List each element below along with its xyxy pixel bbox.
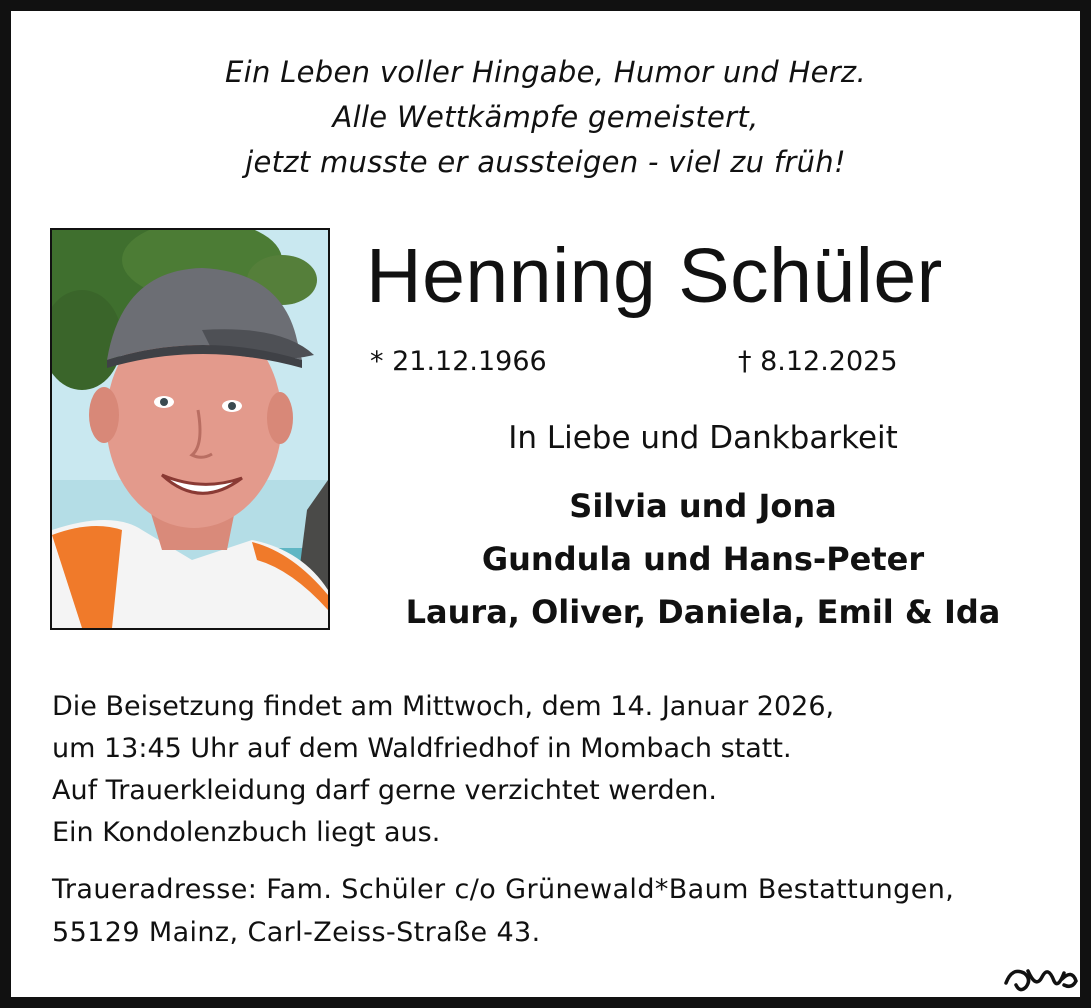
- funeral-line-2: um 13:45 Uhr auf dem Waldfriedhof in Mombach statt.: [52, 733, 792, 764]
- address-line-2: 55129 Mainz, Carl-Zeiss-Straße 43.: [52, 917, 541, 948]
- motto-line-1: Ein Leben voller Hingabe, Humor und Herz.: [225, 55, 866, 89]
- portrait-photo: [50, 228, 330, 630]
- mourners-line-2: Gundula und Hans-Peter: [481, 540, 925, 578]
- mourners-list: [366, 480, 1040, 639]
- motto-line-2: Alle Wettkämpfe gemeistert,: [332, 100, 759, 134]
- death-date: † 8.12.2025: [738, 346, 898, 377]
- mourners-intro: In Liebe und Dankbarkeit: [508, 420, 898, 456]
- birth-date: * 21.12.1966: [370, 346, 547, 377]
- funeral-line-3: Auf Trauerkleidung darf gerne verzichtet werden.: [52, 775, 718, 806]
- funeral-details: [52, 686, 1052, 854]
- funeral-line-4: Ein Kondolenzbuch liegt aus.: [52, 817, 441, 848]
- mourners-line-3: Laura, Oliver, Daniela, Emil & Ida: [405, 593, 1001, 631]
- motto-line-3: jetzt musste er aussteigen - viel zu früh!: [245, 145, 846, 179]
- motto: [0, 50, 1091, 185]
- mourners-line-1: Silvia und Jona: [569, 487, 837, 525]
- mourning-address: [52, 868, 1062, 954]
- deceased-name: Henning Schüler: [366, 233, 943, 319]
- funeral-line-1: Die Beisetzung findet am Mittwoch, dem 14. Januar 2026,: [52, 691, 835, 722]
- address-line-1: Traueradresse: Fam. Schüler c/o Grünewald*Baum Bestattungen,: [52, 874, 955, 905]
- publisher-logo-icon: [1002, 959, 1080, 997]
